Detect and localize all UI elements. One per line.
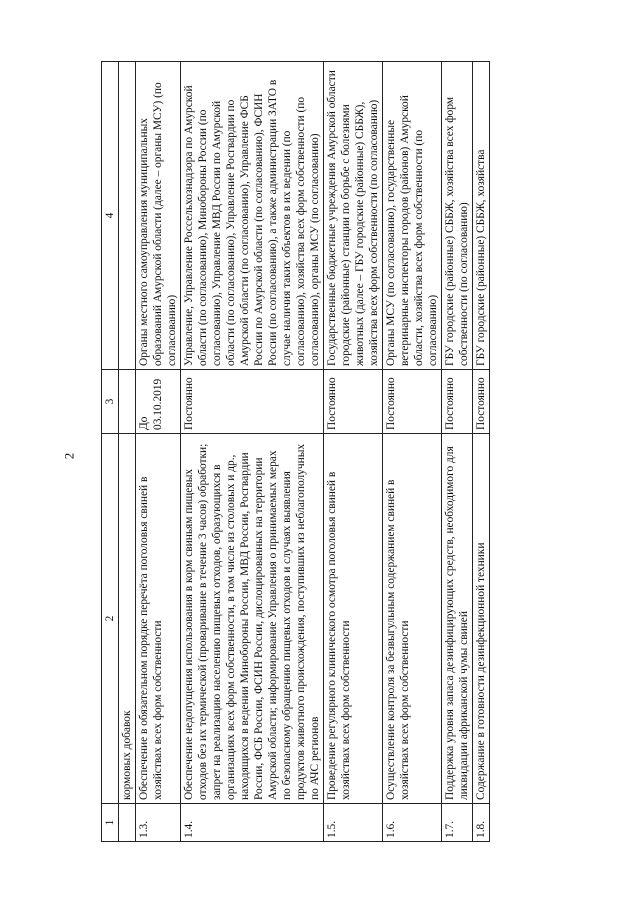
row-number: 1.6. [383,804,442,842]
deadline-cell: До 03.10.2019 [136,370,181,434]
table-row [473,62,490,842]
action-cell: Проведение регулярного клинического осмотра поголовья свиней в хозяйствах всех форм собственности [324,434,383,804]
row-number: 1.3. [136,804,181,842]
table-row [442,62,473,842]
table-row [136,62,181,842]
header-row [102,62,119,842]
responsible-cell [119,62,136,370]
row-number: 1.4. [181,804,324,842]
responsible-cell: ГБУ городские (районные) СББЖ, хозяйства [473,62,490,370]
action-cell: кормовых добавок [119,434,136,804]
table-row [181,62,324,842]
responsible-cell: Органы МСУ (по согласованию), государственные ветеринарные инспекторы городов (районов) Амурской области, хозяйства всех форм собственности (по согласованию) [383,62,442,370]
table-row [324,62,383,842]
action-cell: Обеспечение недопущения использования в корм свиньям пищевых отходов без их термической (проваривание в течение 3 часов) обработки; запрет на реализацию населению пищевых отходов, образующихся в организациях всех форм собственности, в том числе из столовых и др., находящихся в ведении Минобороны России, МВД России, Росгвардии России, ФСБ России, ФСИН России, дислоцированных на территории Амурской области; информирование Управления о принимаемых мерах по безопасному обращению пищевых отходов и случаях выявления продуктов животного происхождения, поступивших из неблагополучных по АЧС регионов [181,434,324,804]
header-cell: 1 [102,804,119,842]
responsible-cell: ГБУ городские (районные) СББЖ, хозяйства всех форм собственности (по согласованию) [442,62,473,370]
measures-table [101,61,490,842]
deadline-cell: Постоянно [442,370,473,434]
deadline-cell: Постоянно [473,370,490,434]
page-number: 2 [61,452,77,460]
responsible-cell: Управление, Управление Россельхознадзора по Амурской области (по согласованию), Минобороны России (по согласованию), Управление МВД России по Амурской области (по согласованию), Управление Росгвардии по Амурской области (по согласованию), Управление ФСБ России по Амурской области (по согласованию), ФСИН России (по согласованию), а также администрации ЗАТО в случае наличия таких объектов в их ведении (по согласованию), хозяйства всех форм собственности (по согласованию), органы МСУ (по согласованию) [181,62,324,370]
responsible-cell: Органы местного самоуправления муниципальных образований Амурской области (далее – органы МСУ) (по согласованию) [136,62,181,370]
table-row [119,62,136,842]
rotated-page [101,62,621,842]
header-cell: 4 [102,62,119,370]
row-number [119,804,136,842]
table-row [383,62,442,842]
deadline-cell [119,370,136,434]
deadline-cell: Постоянно [181,370,324,434]
row-number: 1.8. [473,804,490,842]
deadline-cell: Постоянно [324,370,383,434]
row-number: 1.5. [324,804,383,842]
row-number: 1.7. [442,804,473,842]
action-cell: Поддержка уровня запаса дезинфицирующих средств, необходимого для ликвидации африканской чумы свиней [442,434,473,804]
responsible-cell: Государственные бюджетные учреждения Амурской области городские (районные) станции по борьбе с болезнями животных (далее – ГБУ городские (районные) СББЖ), хозяйства всех форм собственности (по согласованию) [324,62,383,370]
action-cell: Содержание в готовности дезинфекционной техники [473,434,490,804]
deadline-cell: Постоянно [383,370,442,434]
action-cell: Осуществление контроля за безвыгульным содержанием свиней в хозяйствах всех форм собственности [383,434,442,804]
header-cell: 3 [102,370,119,434]
action-cell: Обеспечение в обязательном порядке перечёта поголовья свиней в хозяйствах всех форм собственности [136,434,181,804]
header-cell: 2 [102,434,119,804]
